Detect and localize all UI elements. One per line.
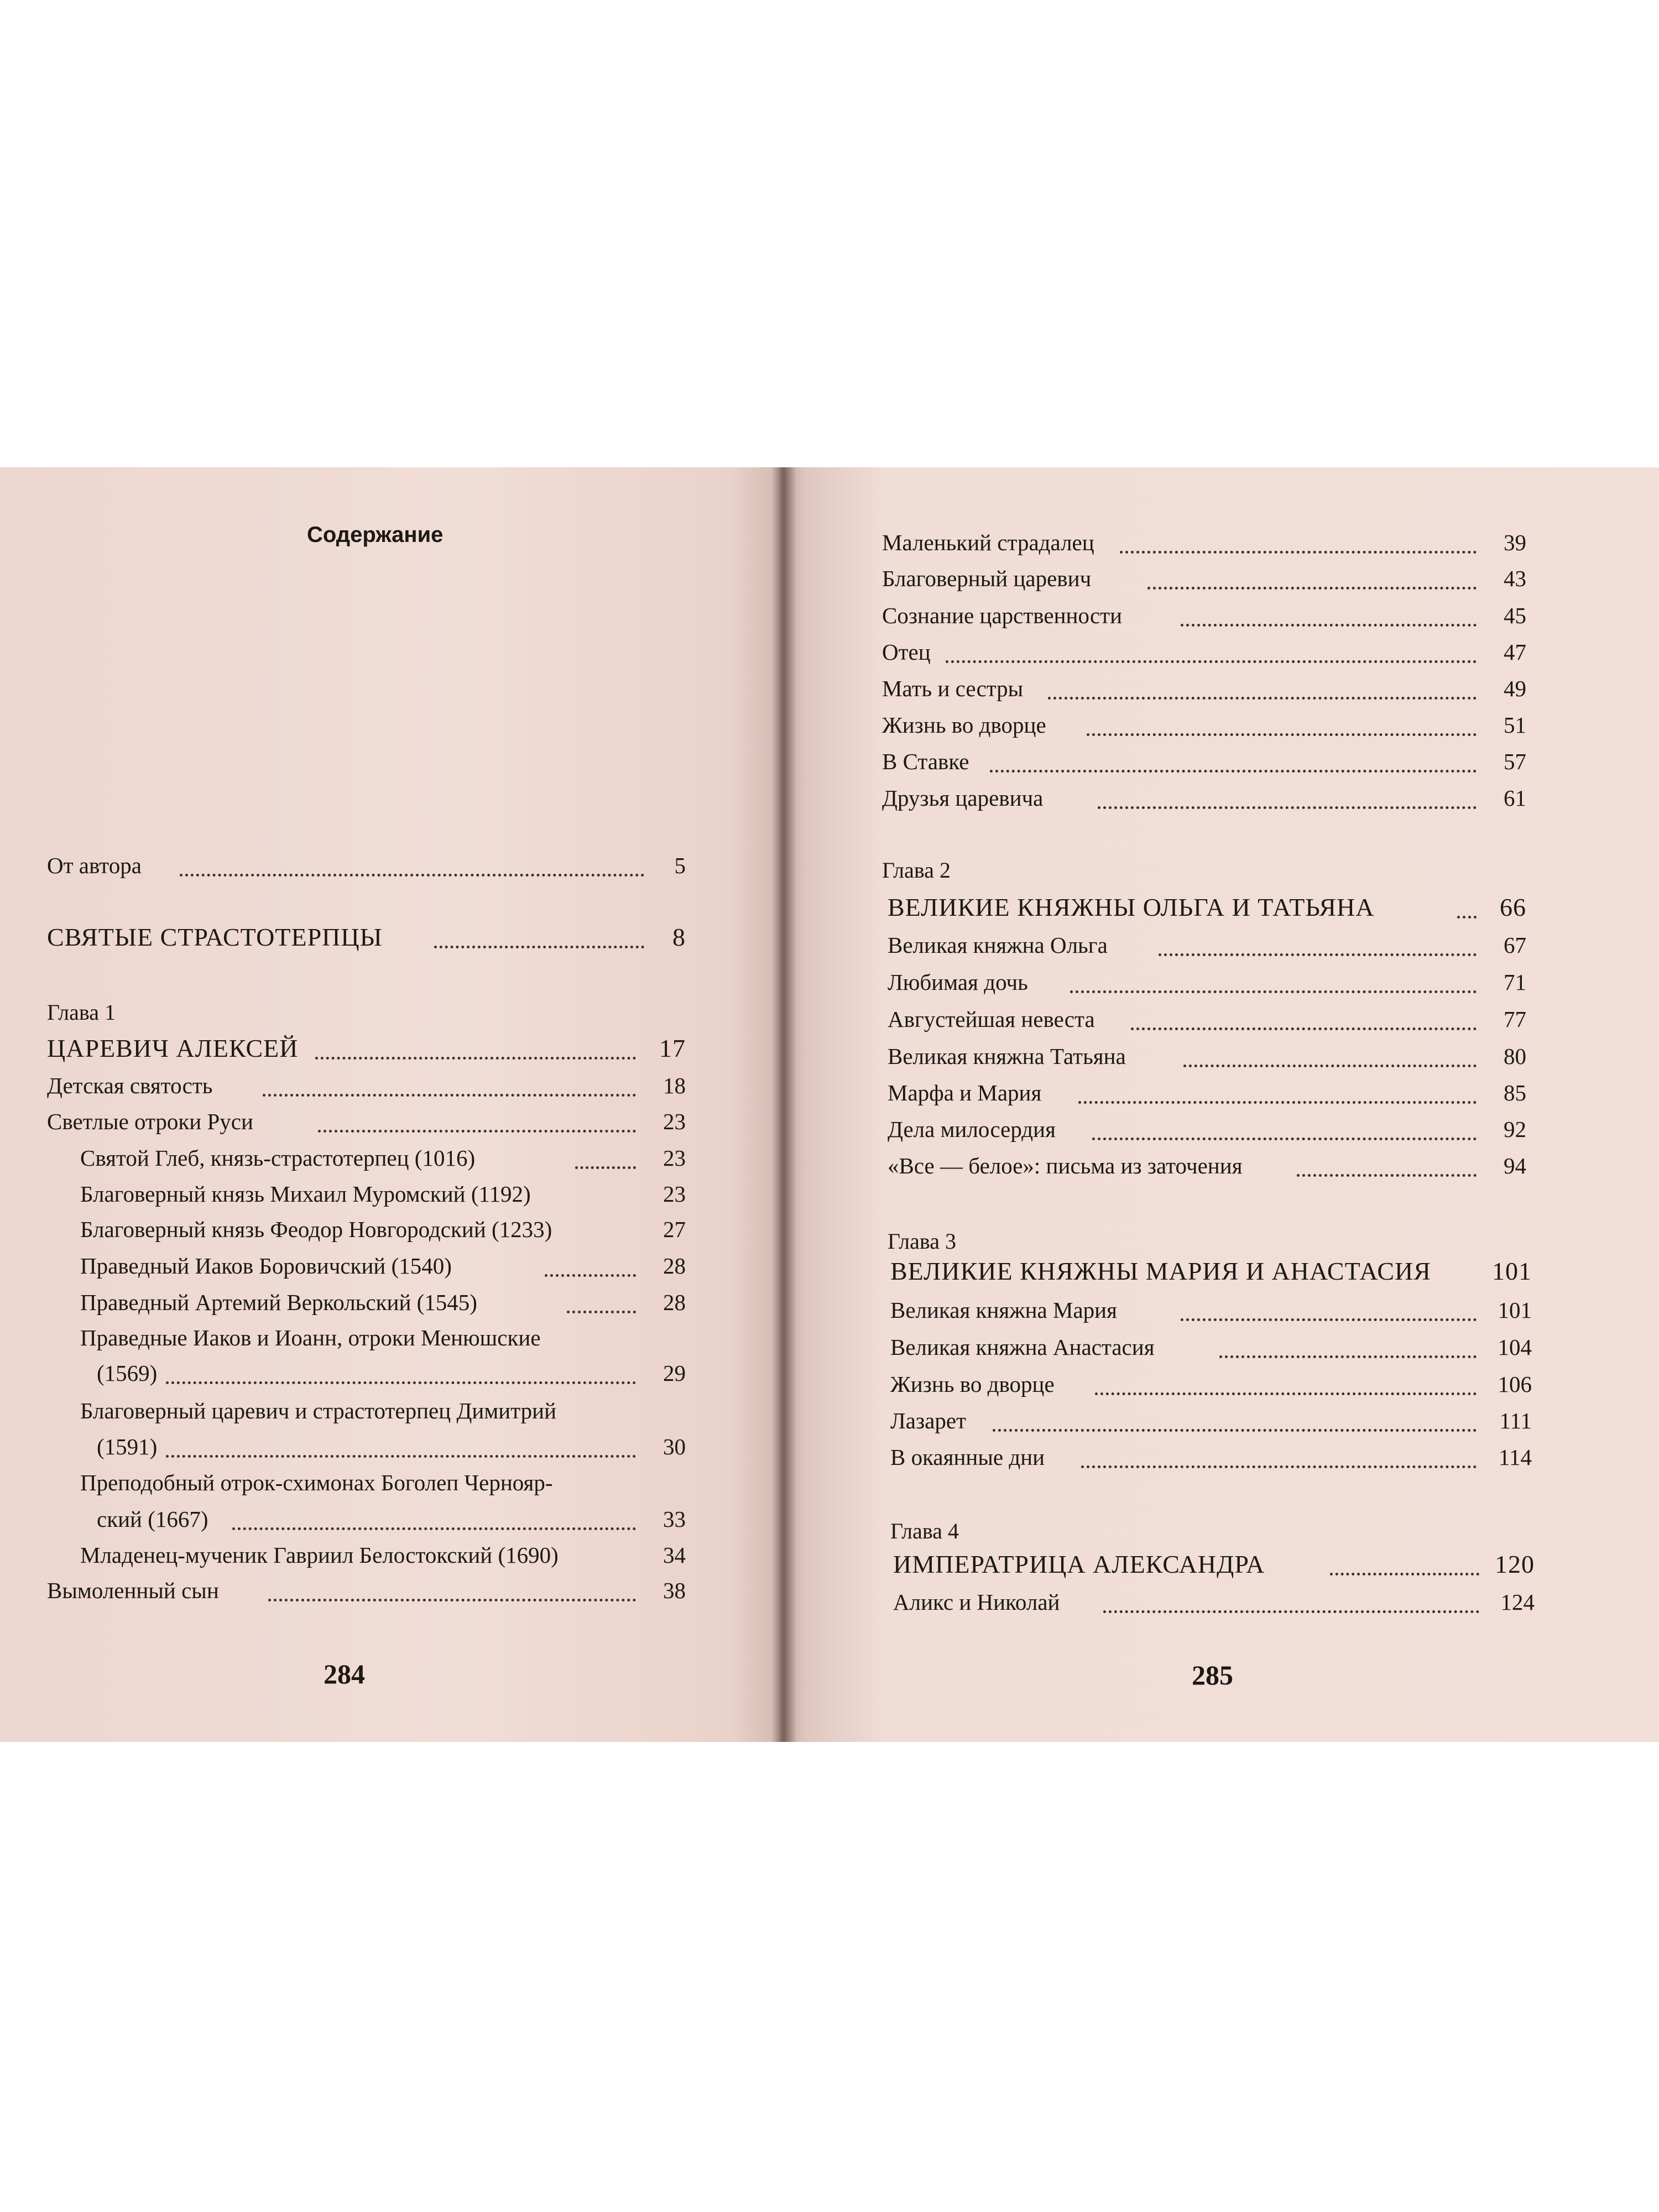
toc-entry-title-cont: (1569): [97, 1360, 158, 1386]
toc-entry-title: «Все — белое»: письма из заточения: [888, 1153, 1243, 1178]
toc-entry-page: 33: [663, 1506, 686, 1532]
dot-leader: [1103, 1576, 1479, 1613]
chapter-label: Глава 1: [47, 1000, 116, 1025]
toc-entry-page: 67: [1504, 932, 1526, 958]
toc-entry-page: 101: [1492, 1257, 1532, 1285]
dot-leader: [1078, 1067, 1477, 1104]
toc-entry-title: Праведный Артемий Веркольский (1545): [80, 1290, 477, 1315]
toc-entry-title: Лазарет: [890, 1408, 967, 1433]
toc-entry-page: 38: [663, 1578, 686, 1603]
toc-entry-title: ЦАРЕВИЧ АЛЕКСЕЙ: [47, 1034, 299, 1062]
dot-leader: [1181, 1284, 1477, 1321]
toc-entry-title: Святой Глеб, князь-страстотерпец (1016): [80, 1145, 476, 1171]
toc-entry-page: 66: [1500, 893, 1526, 921]
toc-entry-page: 23: [663, 1145, 686, 1171]
dot-leader: [1457, 881, 1477, 919]
dot-leader: [232, 1493, 636, 1530]
toc-entry-page: 85: [1504, 1080, 1526, 1105]
toc-entry: [890, 1440, 1532, 1474]
toc-entry-title: Великая княжна Ольга: [888, 932, 1108, 958]
dot-leader: [1098, 772, 1477, 809]
dot-leader: [990, 735, 1477, 773]
toc-entry-title: Благоверный царевич: [882, 566, 1092, 591]
dot-leader: [946, 626, 1477, 663]
toc-title: Содержание: [307, 523, 444, 547]
toc-entry-page: 124: [1500, 1589, 1535, 1615]
toc-entry-title: Младенец-мученик Гавриил Белостокский (1690): [80, 1542, 559, 1568]
dot-leader: [1120, 517, 1477, 554]
dot-leader: [315, 1022, 636, 1060]
dot-leader: [1183, 1030, 1477, 1067]
dot-leader: [434, 911, 644, 948]
toc-entry-page: 77: [1504, 1006, 1526, 1032]
dot-leader: [263, 1060, 636, 1097]
toc-entry-page: 39: [1504, 530, 1526, 555]
toc-entry: [97, 1430, 686, 1464]
toc-entry-page: 30: [663, 1434, 686, 1459]
toc-entry: [97, 1502, 686, 1536]
toc-entry-title: Преподобный отрок-схимонах Боголеп Чернояр-: [80, 1470, 553, 1495]
toc-entry-title: Жизнь во дворце: [882, 712, 1046, 738]
dot-leader: [166, 1421, 636, 1458]
dot-leader: [1219, 1321, 1477, 1358]
toc-entry-page: 5: [674, 853, 686, 878]
toc-entry-page: 61: [1504, 785, 1526, 811]
toc-entry-title: В Ставке: [882, 749, 969, 774]
dot-leader: [180, 839, 644, 877]
dot-leader: [1048, 662, 1477, 700]
toc-entry-page: 28: [663, 1253, 686, 1279]
toc-entry-title: Великая княжна Анастасия: [890, 1334, 1155, 1360]
dot-leader: [1092, 1103, 1477, 1140]
toc-entry-title-cont: (1591): [97, 1434, 158, 1459]
dot-leader: [1297, 1140, 1477, 1177]
toc-entry-title: Праведный Иаков Боровичский (1540): [80, 1253, 452, 1279]
page-number: 284: [324, 1658, 365, 1689]
chapter-label: Глава 2: [882, 858, 951, 883]
toc-entry-title: Великая княжна Мария: [890, 1297, 1117, 1323]
toc-entry-page: 120: [1495, 1550, 1535, 1578]
toc-entry-page: 29: [663, 1360, 686, 1386]
toc-entry-page: 92: [1504, 1117, 1526, 1142]
toc-entry-title: Отец: [882, 639, 931, 665]
toc-entry-title: Любимая дочь: [888, 969, 1028, 995]
toc-entry: [80, 1141, 686, 1175]
dot-leader: [1159, 919, 1477, 956]
toc-entry-title: СВЯТЫЕ СТРАСТОТЕРПЦЫ: [47, 923, 383, 951]
dot-leader: [1147, 552, 1477, 589]
toc-entry-title: Благоверный князь Михаил Муромский (1192): [80, 1181, 531, 1207]
toc-entry-title: Дела милосердия: [888, 1117, 1056, 1142]
chapter-label: Глава 4: [890, 1519, 959, 1543]
dot-leader: [545, 1240, 636, 1277]
toc-entry-title: Великая княжна Татьяна: [888, 1044, 1126, 1069]
toc-entry-page: 47: [1504, 639, 1526, 665]
dot-leader: [993, 1395, 1477, 1432]
dot-leader: [268, 1564, 636, 1601]
toc-entry-title: ВЕЛИКИЕ КНЯЖНЫ ОЛЬГА И ТАТЬЯНА: [888, 893, 1375, 921]
toc-entry-page: 101: [1498, 1297, 1532, 1323]
toc-entry: [882, 781, 1526, 815]
toc-entry-title: ИМПЕРАТРИЦА АЛЕКСАНДРА: [893, 1550, 1265, 1578]
toc-entry-page: 80: [1504, 1044, 1526, 1069]
toc-entry-title: В окаянные дни: [890, 1444, 1045, 1470]
toc-entry-title-cont: ский (1667): [97, 1506, 208, 1532]
toc-entry-title: ВЕЛИКИЕ КНЯЖНЫ МАРИЯ И АНАСТАСИЯ: [890, 1257, 1431, 1285]
toc-entry-title: Аликс и Николай: [893, 1589, 1060, 1615]
toc-entry-page: 28: [663, 1290, 686, 1315]
toc-entry-page: 23: [663, 1109, 686, 1134]
toc-entry: [47, 848, 686, 883]
page-number: 285: [1192, 1660, 1233, 1691]
toc-entry-page: 27: [663, 1217, 686, 1242]
toc-entry-page: 17: [659, 1034, 686, 1062]
dot-leader: [1181, 589, 1477, 627]
toc-entry-page: 8: [672, 923, 686, 951]
dot-leader: [318, 1095, 636, 1133]
toc-entry-title: Сознание царственности: [882, 603, 1123, 628]
dot-leader: [575, 1132, 636, 1169]
toc-entry-page: 71: [1504, 969, 1526, 995]
toc-entry-title: Детская святость: [47, 1073, 213, 1098]
toc-entry-page: 111: [1499, 1408, 1532, 1433]
dot-leader: [567, 1276, 636, 1313]
chapter-label: Глава 3: [888, 1229, 956, 1254]
toc-entry-page: 114: [1499, 1444, 1532, 1470]
dot-leader: [1070, 956, 1477, 993]
toc-entry-title: Праведные Иаков и Иоанн, отроки Менюшские: [80, 1325, 541, 1350]
toc-entry: [893, 1585, 1535, 1619]
toc-entry: [97, 1356, 686, 1390]
toc-entry-page: 94: [1504, 1153, 1526, 1178]
toc-entry-page: 18: [663, 1073, 686, 1098]
toc-entry-title: Светлые отроки Руси: [47, 1109, 253, 1134]
dot-leader: [166, 1347, 636, 1384]
book-gutter: [771, 467, 796, 1742]
toc-entry-page: 57: [1504, 749, 1526, 774]
toc-entry-title: Жизнь во дворце: [890, 1371, 1055, 1397]
dot-leader: [1087, 699, 1477, 736]
toc-entry-page: 104: [1498, 1334, 1532, 1360]
toc-entry-title: Друзья царевича: [882, 785, 1044, 811]
toc-entry-page: 34: [663, 1542, 686, 1568]
toc-entry-page: 45: [1504, 603, 1526, 628]
toc-entry-title: Марфа и Мария: [888, 1080, 1042, 1105]
toc-entry-page: 49: [1504, 676, 1526, 701]
toc-entry: [80, 1177, 686, 1211]
dot-leader: [1330, 1538, 1479, 1575]
toc-entry: [888, 1149, 1526, 1183]
toc-entry-page: 23: [663, 1181, 686, 1207]
toc-entry: [80, 1285, 686, 1319]
toc-entry-title: От автора: [47, 853, 142, 878]
toc-entry: [47, 1573, 686, 1608]
toc-entry-page: 106: [1498, 1371, 1532, 1397]
dot-leader: [1095, 1358, 1477, 1395]
toc-entry-title: Августейшая невеста: [888, 1006, 1095, 1032]
toc-entry: [47, 920, 686, 954]
toc-entry: [890, 1254, 1532, 1288]
toc-entry-title: Благоверный царевич и страстотерпец Димитрий: [80, 1398, 557, 1423]
toc-entry-title: Благоверный князь Феодор Новгородский (1233): [80, 1217, 552, 1242]
dot-leader: [1131, 993, 1477, 1030]
toc-entry-page: 43: [1504, 566, 1526, 591]
dot-leader: [1081, 1431, 1477, 1468]
toc-entry-title: Вымоленный сын: [47, 1578, 219, 1603]
toc-entry-page: 51: [1504, 712, 1526, 738]
toc-entry-title: Мать и сестры: [882, 676, 1024, 701]
toc-entry-title: Маленький страдалец: [882, 530, 1094, 555]
